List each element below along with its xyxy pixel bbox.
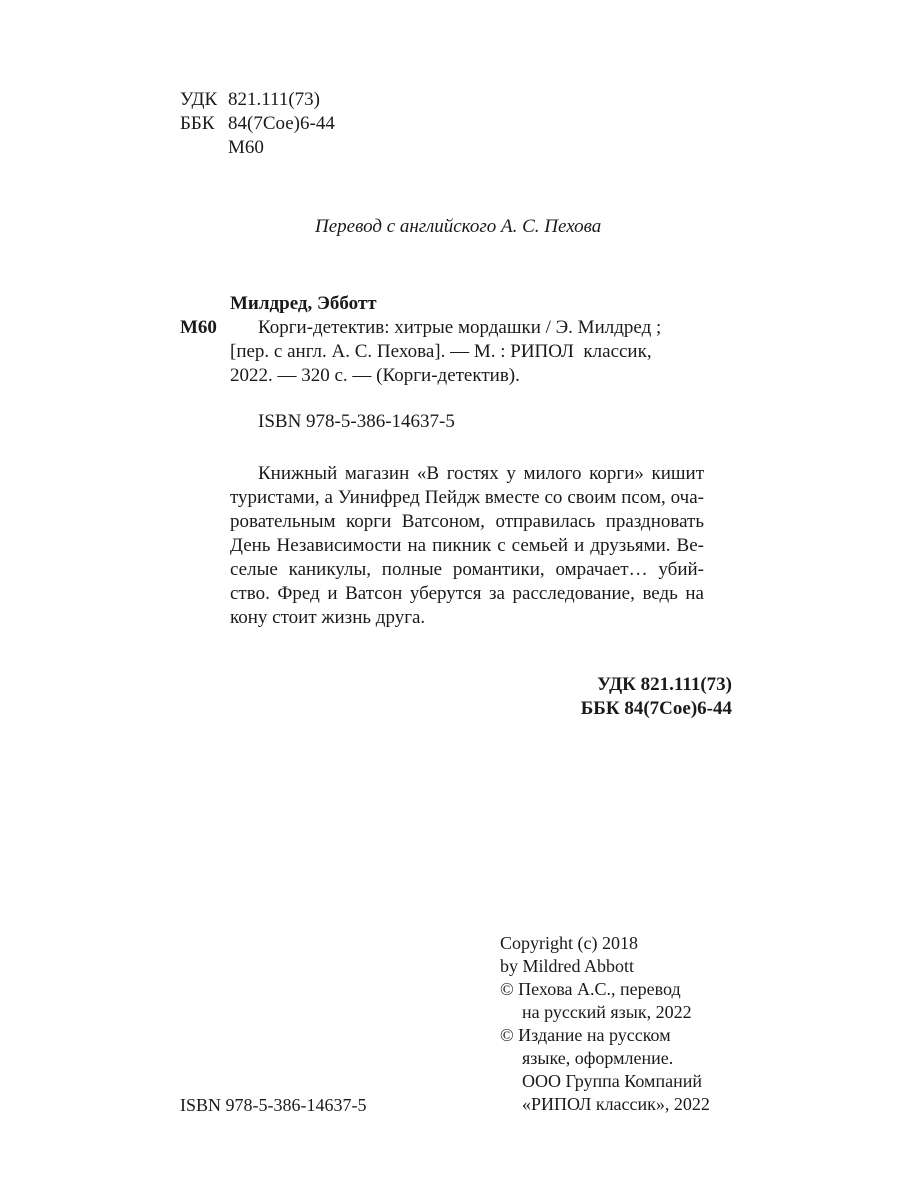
bottom-isbn: ISBN 978-5-386-14637-5 xyxy=(180,1095,367,1115)
entry-line-2: [пер. с англ. А. С. Пехова]. — М. : РИПОЛ классик, xyxy=(230,341,652,362)
annotation-line: ство. Фред и Ватсон уберутся за расследование, ведь на xyxy=(230,583,704,604)
entry-author: Милдред, Эбботт xyxy=(230,293,377,314)
copyright-line: © Пехова А.С., перевод xyxy=(500,979,681,999)
annotation-last-line: кону стоит жизнь друга. xyxy=(230,607,426,628)
udk-value: 821.111(73) xyxy=(228,89,320,110)
udk-row xyxy=(180,88,335,112)
translation-note: Перевод с английского А. С. Пехова xyxy=(315,216,602,237)
annotation-line: туристами, а Уинифред Пейдж вместе со своим псом, оча- xyxy=(230,487,704,508)
bbk-row xyxy=(180,112,335,136)
author-mark-row xyxy=(180,136,335,160)
annotation-line: ровательным корги Ватсоном, отправилась праздновать xyxy=(230,511,704,532)
copyright-line: © Издание на русском xyxy=(500,1025,671,1045)
copyright-line: на русский язык, 2022 xyxy=(522,1002,692,1022)
udk-bottom: УДК 821.111(73) xyxy=(597,674,732,695)
copyright-block xyxy=(500,932,710,1116)
bibliographic-entry xyxy=(180,292,661,434)
annotation-line: селые каникулы, полные романтики, омрачает… убий- xyxy=(230,559,704,580)
copyright-line: Copyright (c) 2018 xyxy=(500,933,638,953)
annotation-line: Книжный магазин «В гостях у милого корги» кишит xyxy=(258,463,704,484)
author-mark: М60 xyxy=(228,137,264,158)
bbk-value: 84(7Сое)6-44 xyxy=(228,113,335,134)
entry-line-1: Корги-детектив: хитрые мордашки / Э. Милдред ; xyxy=(258,317,662,338)
classification-bottom xyxy=(581,673,732,721)
annotation-line: День Независимости на пикник с семьей и друзьями. Ве- xyxy=(230,535,704,556)
copyright-line: «РИПОЛ классик», 2022 xyxy=(522,1094,710,1114)
copyright-line: языке, оформление. xyxy=(522,1048,674,1068)
entry-isbn: ISBN 978-5-386-14637-5 xyxy=(258,411,455,432)
copyright-line: ООО Группа Компаний xyxy=(522,1071,702,1091)
entry-first-row xyxy=(180,316,661,340)
author-mark-spacer xyxy=(180,136,228,160)
entry-line-3: 2022. — 320 с. — (Корги-детектив). xyxy=(230,365,520,386)
bbk-bottom: ББК 84(7Сое)6-44 xyxy=(580,698,732,719)
classification-block xyxy=(180,88,335,160)
annotation xyxy=(230,462,704,630)
copyright-line: by Mildred Abbott xyxy=(500,956,634,976)
bbk-label: ББК xyxy=(180,113,215,134)
udk-label: УДК xyxy=(180,89,218,110)
entry-mark: М60 xyxy=(180,317,217,338)
